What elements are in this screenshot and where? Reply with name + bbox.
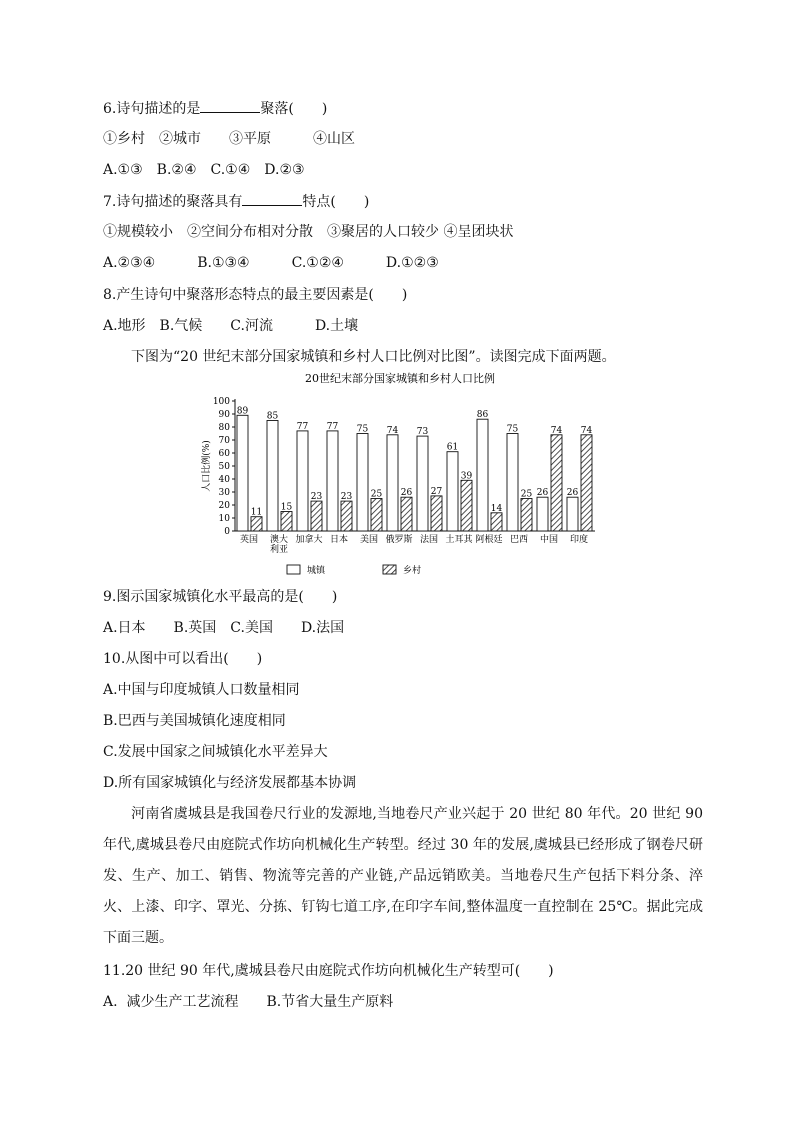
q10-stem: 10.从图中可以看出( ) xyxy=(103,651,263,667)
legend-rural-swatch xyxy=(383,565,396,574)
bar-rural xyxy=(521,499,532,532)
bar-urban xyxy=(417,436,428,531)
y-tick-label: 60 xyxy=(218,449,230,459)
bar-rural xyxy=(251,517,262,531)
bar-urban xyxy=(537,497,548,531)
y-tick-label: 90 xyxy=(218,410,230,420)
bar-urban-label: 26 xyxy=(536,488,549,499)
bar-rural-label: 74 xyxy=(580,425,593,436)
category-label: 日本 xyxy=(329,535,349,545)
q11-stem: 11.20 世纪 90 年代,虞城县卷尺由庭院式作坊向机械化生产转型可( ) xyxy=(103,963,554,979)
bar-urban xyxy=(447,452,458,531)
y-tick-label: 100 xyxy=(212,397,230,407)
bar-rural-label: 27 xyxy=(430,486,443,497)
legend-urban-label: 城镇 xyxy=(307,566,326,576)
q10-option-a: A.中国与印度城镇人口数量相同 xyxy=(103,682,300,698)
q7-stem-text: 7.诗句描述的聚落具有 xyxy=(103,194,243,210)
passage xyxy=(103,799,703,954)
bar-rural xyxy=(371,499,382,532)
category-label: 俄罗斯 xyxy=(385,535,413,545)
bar-urban xyxy=(387,435,398,531)
bar-rural-label: 11 xyxy=(250,507,263,518)
bar-rural xyxy=(491,513,502,531)
y-tick-label: 10 xyxy=(218,514,230,524)
bar-rural-label: 15 xyxy=(280,502,293,513)
q6-stem-text: 6.诗句描述的是 xyxy=(103,101,201,117)
bar-rural xyxy=(341,501,352,531)
category-label: 土耳其 xyxy=(445,535,473,545)
q9-choices: A.日本 B.英国 C.美国 D.法国 xyxy=(103,620,345,636)
q7-stem-tail: 特点( ) xyxy=(302,194,370,210)
y-axis-label: 人口比例(%) xyxy=(202,440,212,492)
q7-stem xyxy=(103,191,369,212)
category-label: 法国 xyxy=(419,535,439,545)
bar-urban-label: 75 xyxy=(506,424,519,435)
bar-urban-label: 77 xyxy=(326,421,339,432)
q10-option-b: B.巴西与美国城镇化速度相同 xyxy=(103,713,286,729)
bar-urban xyxy=(237,415,248,531)
bar-rural-label: 39 xyxy=(460,471,473,482)
category-label: 英国 xyxy=(239,535,259,545)
bar-urban-label: 85 xyxy=(266,411,279,422)
bar-urban xyxy=(357,434,368,532)
category-label: 加拿大 xyxy=(295,535,323,545)
category-label: 巴西 xyxy=(509,535,529,545)
bar-rural-label: 23 xyxy=(310,492,323,503)
bar-rural xyxy=(431,496,442,531)
category-label: 印度 xyxy=(569,535,589,545)
category-label: 阿根廷 xyxy=(475,535,503,545)
q10-option-d: D.所有国家城镇化与经济发展都基本协调 xyxy=(103,775,357,791)
bar-urban xyxy=(267,421,278,532)
bar-rural xyxy=(551,435,562,531)
bar-rural xyxy=(281,512,292,532)
bar-rural-label: 26 xyxy=(400,488,413,499)
bar-urban-label: 74 xyxy=(386,425,399,436)
bar-urban-label: 61 xyxy=(446,442,459,453)
bar-urban-label: 75 xyxy=(356,424,369,435)
bar-rural xyxy=(461,480,472,531)
q10-option-c: C.发展中国家之间城镇化水平差异大 xyxy=(103,744,328,760)
category-label: 利亚 xyxy=(269,545,289,555)
bar-rural xyxy=(581,435,592,531)
q6-stem xyxy=(103,98,327,119)
bar-rural-label: 25 xyxy=(520,489,533,500)
q8-stem: 8.产生诗句中聚落形态特点的最主要因素是( ) xyxy=(103,287,408,303)
legend-urban-swatch xyxy=(287,565,300,574)
bar-urban-label: 26 xyxy=(566,488,579,499)
y-tick-label: 0 xyxy=(224,527,230,537)
bar-rural-label: 23 xyxy=(340,492,353,503)
q6-stem-tail: 聚落( ) xyxy=(260,101,328,117)
bar-rural-label: 25 xyxy=(370,489,383,500)
bar-rural-label: 74 xyxy=(550,425,563,436)
bar-rural xyxy=(311,501,322,531)
bar-urban-label: 77 xyxy=(296,421,309,432)
q8-choices: A.地形 B.气候 C.河流 D.土壤 xyxy=(103,318,359,334)
category-label: 中国 xyxy=(539,535,559,545)
bar-urban xyxy=(477,419,488,531)
bar-urban xyxy=(327,431,338,531)
y-tick-label: 40 xyxy=(218,475,230,485)
legend-rural-label: 乡村 xyxy=(403,566,422,576)
q6-blank xyxy=(200,98,260,113)
q11-choices: A. 减少生产工艺流程 B.节省大量生产原料 xyxy=(103,994,394,1010)
category-label: 澳大 xyxy=(269,535,289,545)
q7-choices: A.②③④ B.①③④ C.①②④ D.①②③ xyxy=(103,255,439,271)
y-tick-label: 80 xyxy=(218,423,230,433)
q9-stem: 9.图示国家城镇化水平最高的是( ) xyxy=(103,589,338,605)
bar-urban xyxy=(507,434,518,532)
bar-urban-label: 86 xyxy=(476,410,489,421)
bar-rural xyxy=(401,497,412,531)
y-tick-label: 30 xyxy=(218,488,230,498)
q6-options: ①乡村 ②城市 ③平原 ④山区 xyxy=(103,131,355,147)
bar-chart xyxy=(195,368,605,580)
bar-urban xyxy=(567,497,578,531)
chart-title: 20世纪末部分国家城镇和乡村人口比例 xyxy=(305,372,495,385)
bar-urban xyxy=(297,431,308,531)
q7-blank xyxy=(242,191,302,206)
chart-intro: 下图为“20 世纪末部分国家城镇和乡村人口比例对比图”。读图完成下面两题。 xyxy=(131,349,616,365)
y-tick-label: 70 xyxy=(218,436,230,446)
y-tick-label: 20 xyxy=(218,501,230,511)
bar-urban-label: 73 xyxy=(416,427,429,438)
passage-text: 河南省虞城县是我国卷尺行业的发源地,当地卷尺产业兴起于 20 世纪 80 年代。20 世纪 90 年代,虞城县卷尺由庭院式作坊向机械化生产转型。经过 30 年的发展,虞城县已经形成了钢卷尺研发、生产、加工、销售、物流等完善的产业链,产品远销欧美。当地卷尺生产包括下料分条、淬火、上漆、印字、罩光、分拣、钉钩七道工序,在印字车间,整体温度一直控制在 25℃。据此完成下面三题。 xyxy=(103,806,703,946)
bar-rural-label: 14 xyxy=(490,503,503,514)
bar-urban-label: 89 xyxy=(236,406,249,417)
category-label: 美国 xyxy=(359,535,379,545)
q6-choices: A.①③ B.②④ C.①④ D.②③ xyxy=(103,162,305,178)
q7-options: ①规模较小 ②空间分布相对分散 ③聚居的人口较少 ④呈团块状 xyxy=(103,224,514,240)
y-tick-label: 50 xyxy=(218,462,230,472)
